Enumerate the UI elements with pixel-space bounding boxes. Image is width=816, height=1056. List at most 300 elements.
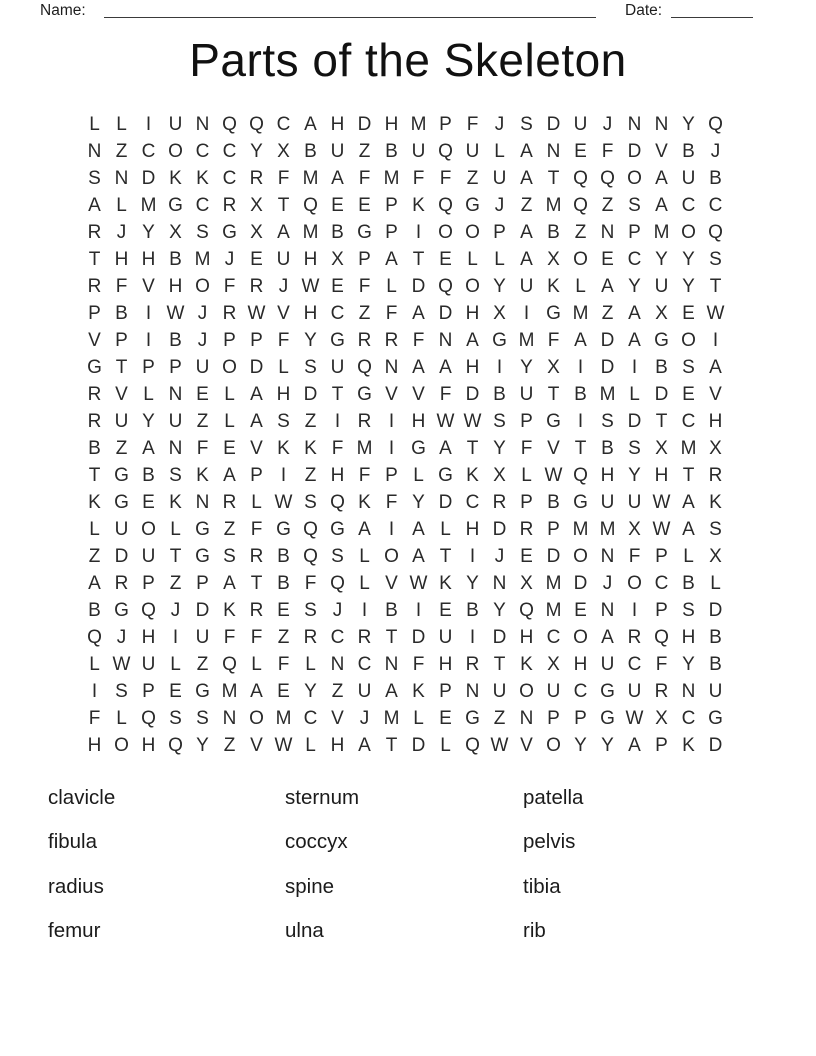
grid-letter-r16c11[interactable]: A [358,518,371,540]
grid-letter-r8c5[interactable]: J [197,302,208,324]
grid-letter-r5c12[interactable]: P [385,221,398,243]
grid-letter-r23c4[interactable]: S [169,707,182,729]
grid-letter-r2c6[interactable]: C [222,140,237,162]
grid-letter-r9c1[interactable]: V [88,329,101,351]
grid-letter-r13c2[interactable]: Z [115,437,128,459]
grid-letter-r24c16[interactable]: W [490,734,509,756]
grid-letter-r2c17[interactable]: A [520,140,533,162]
grid-letter-r19c16[interactable]: Y [493,599,506,621]
grid-letter-r5c17[interactable]: A [520,221,533,243]
grid-letter-r18c18[interactable]: M [545,572,562,594]
grid-letter-r22c4[interactable]: E [169,680,182,702]
grid-letter-r24c19[interactable]: Y [574,734,587,756]
grid-letter-r5c16[interactable]: P [493,221,506,243]
grid-letter-r13c13[interactable]: G [411,437,426,459]
grid-letter-r10c8[interactable]: L [278,356,289,378]
grid-letter-r22c9[interactable]: Y [304,680,317,702]
grid-letter-r15c17[interactable]: P [520,491,533,513]
grid-letter-r14c14[interactable]: G [438,464,453,486]
grid-letter-r12c24[interactable]: H [708,410,723,432]
grid-letter-r11c5[interactable]: E [196,383,209,405]
grid-letter-r8c20[interactable]: Z [601,302,614,324]
grid-letter-r7c24[interactable]: T [709,275,722,297]
grid-letter-r12c22[interactable]: T [655,410,668,432]
grid-letter-r3c7[interactable]: R [249,167,264,189]
grid-letter-r16c19[interactable]: M [572,518,589,540]
grid-letter-r4c21[interactable]: S [628,194,641,216]
grid-letter-r15c8[interactable]: W [274,491,293,513]
grid-letter-r3c14[interactable]: F [439,167,452,189]
grid-letter-r14c6[interactable]: A [223,464,236,486]
grid-letter-r16c17[interactable]: R [519,518,534,540]
grid-letter-r7c17[interactable]: U [519,275,534,297]
grid-letter-r11c24[interactable]: V [709,383,722,405]
grid-letter-r22c2[interactable]: S [115,680,128,702]
grid-letter-r16c9[interactable]: Q [303,518,318,540]
grid-letter-r22c22[interactable]: R [654,680,669,702]
grid-letter-r17c14[interactable]: T [439,545,452,567]
grid-letter-r20c14[interactable]: U [438,626,453,648]
grid-letter-r19c5[interactable]: D [195,599,210,621]
grid-letter-r3c17[interactable]: A [520,167,533,189]
grid-letter-r8c19[interactable]: M [572,302,589,324]
grid-letter-r12c14[interactable]: W [436,410,455,432]
grid-letter-r21c15[interactable]: R [465,653,480,675]
grid-letter-r6c9[interactable]: H [303,248,318,270]
grid-letter-r18c21[interactable]: O [627,572,642,594]
grid-letter-r13c8[interactable]: K [277,437,290,459]
grid-letter-r23c2[interactable]: L [116,707,127,729]
grid-letter-r4c13[interactable]: K [412,194,425,216]
grid-letter-r8c18[interactable]: G [546,302,561,324]
grid-letter-r1c5[interactable]: N [195,113,210,135]
grid-letter-r12c18[interactable]: G [546,410,561,432]
grid-letter-r1c6[interactable]: Q [222,113,237,135]
grid-letter-r22c14[interactable]: P [439,680,452,702]
grid-letter-r2c1[interactable]: N [87,140,102,162]
grid-letter-r15c5[interactable]: N [195,491,210,513]
grid-letter-r18c11[interactable]: L [359,572,370,594]
grid-letter-r23c23[interactable]: C [681,707,696,729]
grid-letter-r7c3[interactable]: V [142,275,155,297]
grid-letter-r6c14[interactable]: E [439,248,452,270]
grid-letter-r15c3[interactable]: E [142,491,155,513]
grid-letter-r19c21[interactable]: I [631,599,638,621]
grid-letter-r13c14[interactable]: A [439,437,452,459]
grid-letter-r9c15[interactable]: A [466,329,479,351]
grid-letter-r10c12[interactable]: N [384,356,399,378]
grid-letter-r6c13[interactable]: T [412,248,425,270]
grid-letter-r17c20[interactable]: N [600,545,615,567]
grid-letter-r9c10[interactable]: G [330,329,345,351]
grid-letter-r24c24[interactable]: D [708,734,723,756]
grid-letter-r10c18[interactable]: X [547,356,560,378]
grid-letter-r15c13[interactable]: Y [412,491,425,513]
grid-letter-r15c4[interactable]: K [169,491,182,513]
grid-letter-r18c8[interactable]: B [277,572,290,594]
grid-letter-r21c23[interactable]: Y [682,653,695,675]
grid-letter-r17c10[interactable]: S [331,545,344,567]
grid-letter-r5c14[interactable]: O [438,221,453,243]
grid-letter-r16c12[interactable]: I [388,518,395,540]
grid-letter-r17c2[interactable]: D [114,545,129,567]
grid-letter-r7c5[interactable]: O [195,275,210,297]
grid-letter-r7c19[interactable]: L [575,275,586,297]
grid-letter-r17c7[interactable]: R [249,545,264,567]
grid-letter-r23c7[interactable]: O [249,707,264,729]
grid-letter-r12c7[interactable]: A [250,410,263,432]
grid-letter-r7c4[interactable]: H [168,275,183,297]
grid-letter-r3c1[interactable]: S [88,167,101,189]
grid-letter-r10c11[interactable]: Q [357,356,372,378]
grid-letter-r8c12[interactable]: F [385,302,398,324]
grid-letter-r24c5[interactable]: Y [196,734,209,756]
grid-letter-r14c11[interactable]: F [358,464,371,486]
grid-letter-r6c19[interactable]: O [573,248,588,270]
grid-letter-r17c9[interactable]: Q [303,545,318,567]
grid-letter-r11c18[interactable]: T [547,383,560,405]
grid-letter-r21c7[interactable]: L [251,653,262,675]
grid-letter-r17c4[interactable]: T [169,545,182,567]
grid-letter-r9c11[interactable]: R [357,329,372,351]
grid-letter-r1c21[interactable]: N [627,113,642,135]
grid-letter-r19c1[interactable]: B [88,599,101,621]
grid-letter-r19c18[interactable]: M [545,599,562,621]
grid-letter-r7c22[interactable]: U [654,275,669,297]
grid-letter-r2c2[interactable]: Z [115,140,128,162]
grid-letter-r6c15[interactable]: L [467,248,478,270]
grid-letter-r17c15[interactable]: I [469,545,476,567]
grid-letter-r20c2[interactable]: J [116,626,127,648]
grid-letter-r15c1[interactable]: K [88,491,101,513]
grid-letter-r2c21[interactable]: D [627,140,642,162]
grid-letter-r3c15[interactable]: Z [466,167,479,189]
grid-letter-r17c5[interactable]: G [195,545,210,567]
grid-letter-r23c11[interactable]: J [359,707,370,729]
grid-letter-r6c22[interactable]: Y [655,248,668,270]
grid-letter-r10c21[interactable]: I [631,356,638,378]
grid-letter-r8c15[interactable]: H [465,302,480,324]
grid-letter-r23c19[interactable]: P [574,707,587,729]
grid-letter-r19c23[interactable]: S [682,599,695,621]
grid-letter-r23c20[interactable]: G [600,707,615,729]
grid-letter-r4c14[interactable]: Q [438,194,453,216]
grid-letter-r21c12[interactable]: N [384,653,399,675]
grid-letter-r5c18[interactable]: B [547,221,560,243]
grid-letter-r20c20[interactable]: A [601,626,614,648]
grid-letter-r12c12[interactable]: I [388,410,395,432]
grid-letter-r2c15[interactable]: U [465,140,480,162]
grid-letter-r9c21[interactable]: A [628,329,641,351]
grid-letter-r2c23[interactable]: B [682,140,695,162]
grid-letter-r15c12[interactable]: F [385,491,398,513]
grid-letter-r11c23[interactable]: E [682,383,695,405]
grid-letter-r12c3[interactable]: Y [142,410,155,432]
grid-letter-r10c16[interactable]: I [496,356,503,378]
grid-letter-r13c4[interactable]: N [168,437,183,459]
grid-letter-r5c22[interactable]: M [653,221,670,243]
grid-letter-r5c19[interactable]: Z [574,221,587,243]
grid-letter-r17c17[interactable]: E [520,545,533,567]
grid-letter-r13c12[interactable]: I [388,437,395,459]
grid-letter-r24c17[interactable]: V [520,734,533,756]
grid-letter-r11c3[interactable]: L [143,383,154,405]
grid-letter-r19c20[interactable]: N [600,599,615,621]
grid-letter-r10c9[interactable]: S [304,356,317,378]
grid-letter-r4c8[interactable]: T [277,194,290,216]
grid-letter-r1c11[interactable]: D [357,113,372,135]
grid-letter-r15c21[interactable]: U [627,491,642,513]
grid-letter-r24c6[interactable]: Z [223,734,236,756]
grid-letter-r21c9[interactable]: L [305,653,316,675]
grid-letter-r13c23[interactable]: M [680,437,697,459]
grid-letter-r4c19[interactable]: Q [573,194,588,216]
grid-letter-r2c3[interactable]: C [141,140,156,162]
grid-letter-r22c17[interactable]: O [519,680,534,702]
grid-letter-r4c12[interactable]: P [385,194,398,216]
grid-letter-r14c20[interactable]: H [600,464,615,486]
grid-letter-r20c13[interactable]: D [411,626,426,648]
grid-letter-r23c22[interactable]: X [655,707,668,729]
grid-letter-r16c3[interactable]: O [141,518,156,540]
grid-letter-r15c7[interactable]: L [251,491,262,513]
grid-letter-r15c9[interactable]: S [304,491,317,513]
grid-letter-r20c12[interactable]: T [385,626,398,648]
grid-letter-r22c15[interactable]: N [465,680,480,702]
grid-letter-r7c16[interactable]: Y [493,275,506,297]
grid-letter-r11c11[interactable]: G [357,383,372,405]
grid-letter-r20c3[interactable]: H [141,626,156,648]
grid-letter-r23c5[interactable]: S [196,707,209,729]
grid-letter-r13c20[interactable]: B [601,437,614,459]
grid-letter-r21c11[interactable]: C [357,653,372,675]
grid-letter-r13c21[interactable]: S [628,437,641,459]
grid-letter-r11c4[interactable]: N [168,383,183,405]
grid-letter-r24c8[interactable]: W [274,734,293,756]
grid-letter-r10c14[interactable]: A [439,356,452,378]
grid-letter-r1c7[interactable]: Q [249,113,264,135]
grid-letter-r12c8[interactable]: S [277,410,290,432]
grid-letter-r9c3[interactable]: I [145,329,152,351]
grid-letter-r17c24[interactable]: X [709,545,722,567]
grid-letter-r16c7[interactable]: F [250,518,263,540]
grid-letter-r23c3[interactable]: Q [141,707,156,729]
grid-letter-r1c10[interactable]: H [330,113,345,135]
grid-letter-r24c11[interactable]: A [358,734,371,756]
grid-letter-r21c18[interactable]: X [547,653,560,675]
grid-letter-r6c8[interactable]: U [276,248,291,270]
grid-letter-r24c1[interactable]: H [87,734,102,756]
grid-letter-r22c16[interactable]: U [492,680,507,702]
grid-letter-r24c2[interactable]: O [114,734,129,756]
grid-letter-r8c13[interactable]: A [412,302,425,324]
grid-letter-r9c23[interactable]: O [681,329,696,351]
grid-letter-r22c11[interactable]: U [357,680,372,702]
grid-letter-r16c15[interactable]: H [465,518,480,540]
grid-letter-r3c16[interactable]: U [492,167,507,189]
grid-letter-r3c3[interactable]: D [141,167,156,189]
grid-letter-r15c6[interactable]: R [222,491,237,513]
grid-letter-r11c6[interactable]: L [224,383,235,405]
grid-letter-r14c17[interactable]: L [521,464,532,486]
grid-letter-r18c20[interactable]: J [602,572,613,594]
grid-letter-r15c18[interactable]: B [547,491,560,513]
grid-letter-r9c22[interactable]: G [654,329,669,351]
grid-letter-r21c20[interactable]: U [600,653,615,675]
grid-letter-r23c16[interactable]: Z [493,707,506,729]
grid-letter-r13c3[interactable]: A [142,437,155,459]
date-fill-line[interactable] [671,17,753,18]
grid-letter-r24c7[interactable]: V [250,734,263,756]
grid-letter-r18c2[interactable]: R [114,572,129,594]
grid-letter-r8c2[interactable]: B [115,302,128,324]
grid-letter-r2c20[interactable]: F [601,140,614,162]
grid-letter-r14c23[interactable]: T [682,464,695,486]
grid-letter-r3c10[interactable]: A [331,167,344,189]
grid-letter-r22c24[interactable]: U [708,680,723,702]
grid-letter-r10c7[interactable]: D [249,356,264,378]
grid-letter-r2c8[interactable]: X [277,140,290,162]
grid-letter-r3c24[interactable]: B [709,167,722,189]
grid-letter-r16c6[interactable]: Z [223,518,236,540]
grid-letter-r13c10[interactable]: F [331,437,344,459]
grid-letter-r23c15[interactable]: G [465,707,480,729]
grid-letter-r5c21[interactable]: P [628,221,641,243]
grid-letter-r11c13[interactable]: V [412,383,425,405]
grid-letter-r8c11[interactable]: Z [358,302,371,324]
grid-letter-r2c19[interactable]: E [574,140,587,162]
grid-letter-r4c3[interactable]: M [140,194,157,216]
grid-letter-r20c19[interactable]: O [573,626,588,648]
grid-letter-r1c14[interactable]: P [439,113,452,135]
grid-letter-r10c23[interactable]: S [682,356,695,378]
grid-letter-r21c2[interactable]: W [112,653,131,675]
grid-letter-r14c12[interactable]: P [385,464,398,486]
grid-letter-r9c19[interactable]: A [574,329,587,351]
grid-letter-r2c14[interactable]: Q [438,140,453,162]
grid-letter-r1c4[interactable]: U [168,113,183,135]
grid-letter-r9c24[interactable]: I [712,329,719,351]
grid-letter-r24c23[interactable]: K [682,734,695,756]
grid-letter-r12c15[interactable]: W [463,410,482,432]
grid-letter-r8c8[interactable]: V [277,302,290,324]
grid-letter-r20c5[interactable]: U [195,626,210,648]
grid-letter-r22c23[interactable]: N [681,680,696,702]
grid-letter-r15c10[interactable]: Q [330,491,345,513]
grid-letter-r2c24[interactable]: J [710,140,721,162]
grid-letter-r19c4[interactable]: J [170,599,181,621]
grid-letter-r5c7[interactable]: X [250,221,263,243]
grid-letter-r18c16[interactable]: N [492,572,507,594]
grid-letter-r20c11[interactable]: R [357,626,372,648]
grid-letter-r11c14[interactable]: F [439,383,452,405]
name-fill-line[interactable] [104,17,596,18]
grid-letter-r7c8[interactable]: J [278,275,289,297]
grid-letter-r9c4[interactable]: B [169,329,182,351]
grid-letter-r4c11[interactable]: E [358,194,371,216]
grid-letter-r3c18[interactable]: T [547,167,560,189]
grid-letter-r12c17[interactable]: P [520,410,533,432]
grid-letter-r19c11[interactable]: I [361,599,368,621]
grid-letter-r13c24[interactable]: X [709,437,722,459]
grid-letter-r23c1[interactable]: F [88,707,101,729]
grid-letter-r14c10[interactable]: H [330,464,345,486]
grid-letter-r21c13[interactable]: F [412,653,425,675]
grid-letter-r19c2[interactable]: G [114,599,129,621]
grid-letter-r16c4[interactable]: L [170,518,181,540]
grid-letter-r8c23[interactable]: E [682,302,695,324]
grid-letter-r13c18[interactable]: V [547,437,560,459]
grid-letter-r17c22[interactable]: P [655,545,668,567]
grid-letter-r15c22[interactable]: W [652,491,671,513]
grid-letter-r22c6[interactable]: M [221,680,238,702]
grid-letter-r21c22[interactable]: F [655,653,668,675]
grid-letter-r3c5[interactable]: K [196,167,209,189]
grid-letter-r1c19[interactable]: U [573,113,588,135]
grid-letter-r20c18[interactable]: C [546,626,561,648]
grid-letter-r9c16[interactable]: G [492,329,507,351]
grid-letter-r4c5[interactable]: C [195,194,210,216]
grid-letter-r22c21[interactable]: U [627,680,642,702]
grid-letter-r1c13[interactable]: M [410,113,427,135]
grid-letter-r23c6[interactable]: N [222,707,237,729]
grid-letter-r11c8[interactable]: H [276,383,291,405]
grid-letter-r1c23[interactable]: Y [682,113,695,135]
grid-letter-r3c19[interactable]: Q [573,167,588,189]
grid-letter-r10c20[interactable]: D [600,356,615,378]
grid-letter-r15c11[interactable]: K [358,491,371,513]
grid-letter-r14c13[interactable]: L [413,464,424,486]
grid-letter-r2c4[interactable]: O [168,140,183,162]
grid-letter-r6c18[interactable]: X [547,248,560,270]
grid-letter-r13c15[interactable]: T [466,437,479,459]
grid-letter-r10c2[interactable]: T [115,356,128,378]
grid-letter-r19c17[interactable]: Q [519,599,534,621]
grid-letter-r9c9[interactable]: Y [304,329,317,351]
grid-letter-r6c11[interactable]: P [358,248,371,270]
grid-letter-r7c9[interactable]: W [301,275,320,297]
grid-letter-r21c5[interactable]: Z [196,653,209,675]
grid-letter-r10c3[interactable]: P [142,356,155,378]
grid-letter-r19c8[interactable]: E [277,599,290,621]
grid-letter-r4c24[interactable]: C [708,194,723,216]
grid-letter-r9c13[interactable]: F [412,329,425,351]
grid-letter-r18c4[interactable]: Z [169,572,182,594]
grid-letter-r21c6[interactable]: Q [222,653,237,675]
grid-letter-r6c7[interactable]: E [250,248,263,270]
grid-letter-r22c7[interactable]: A [250,680,263,702]
grid-letter-r10c10[interactable]: U [330,356,345,378]
grid-letter-r23c14[interactable]: E [439,707,452,729]
grid-letter-r17c1[interactable]: Z [88,545,101,567]
grid-letter-r14c19[interactable]: Q [573,464,588,486]
grid-letter-r4c17[interactable]: Z [520,194,533,216]
grid-letter-r13c22[interactable]: X [655,437,668,459]
grid-letter-r5c2[interactable]: J [116,221,127,243]
grid-letter-r21c3[interactable]: U [141,653,156,675]
grid-letter-r18c5[interactable]: P [196,572,209,594]
grid-letter-r7c10[interactable]: E [331,275,344,297]
grid-letter-r5c15[interactable]: O [465,221,480,243]
grid-letter-r17c18[interactable]: D [546,545,561,567]
grid-letter-r22c10[interactable]: Z [331,680,344,702]
grid-letter-r5c6[interactable]: G [222,221,237,243]
grid-letter-r12c4[interactable]: U [168,410,183,432]
grid-letter-r20c23[interactable]: H [681,626,696,648]
grid-letter-r1c16[interactable]: J [494,113,505,135]
grid-letter-r12c6[interactable]: L [224,410,235,432]
grid-letter-r4c16[interactable]: J [494,194,505,216]
